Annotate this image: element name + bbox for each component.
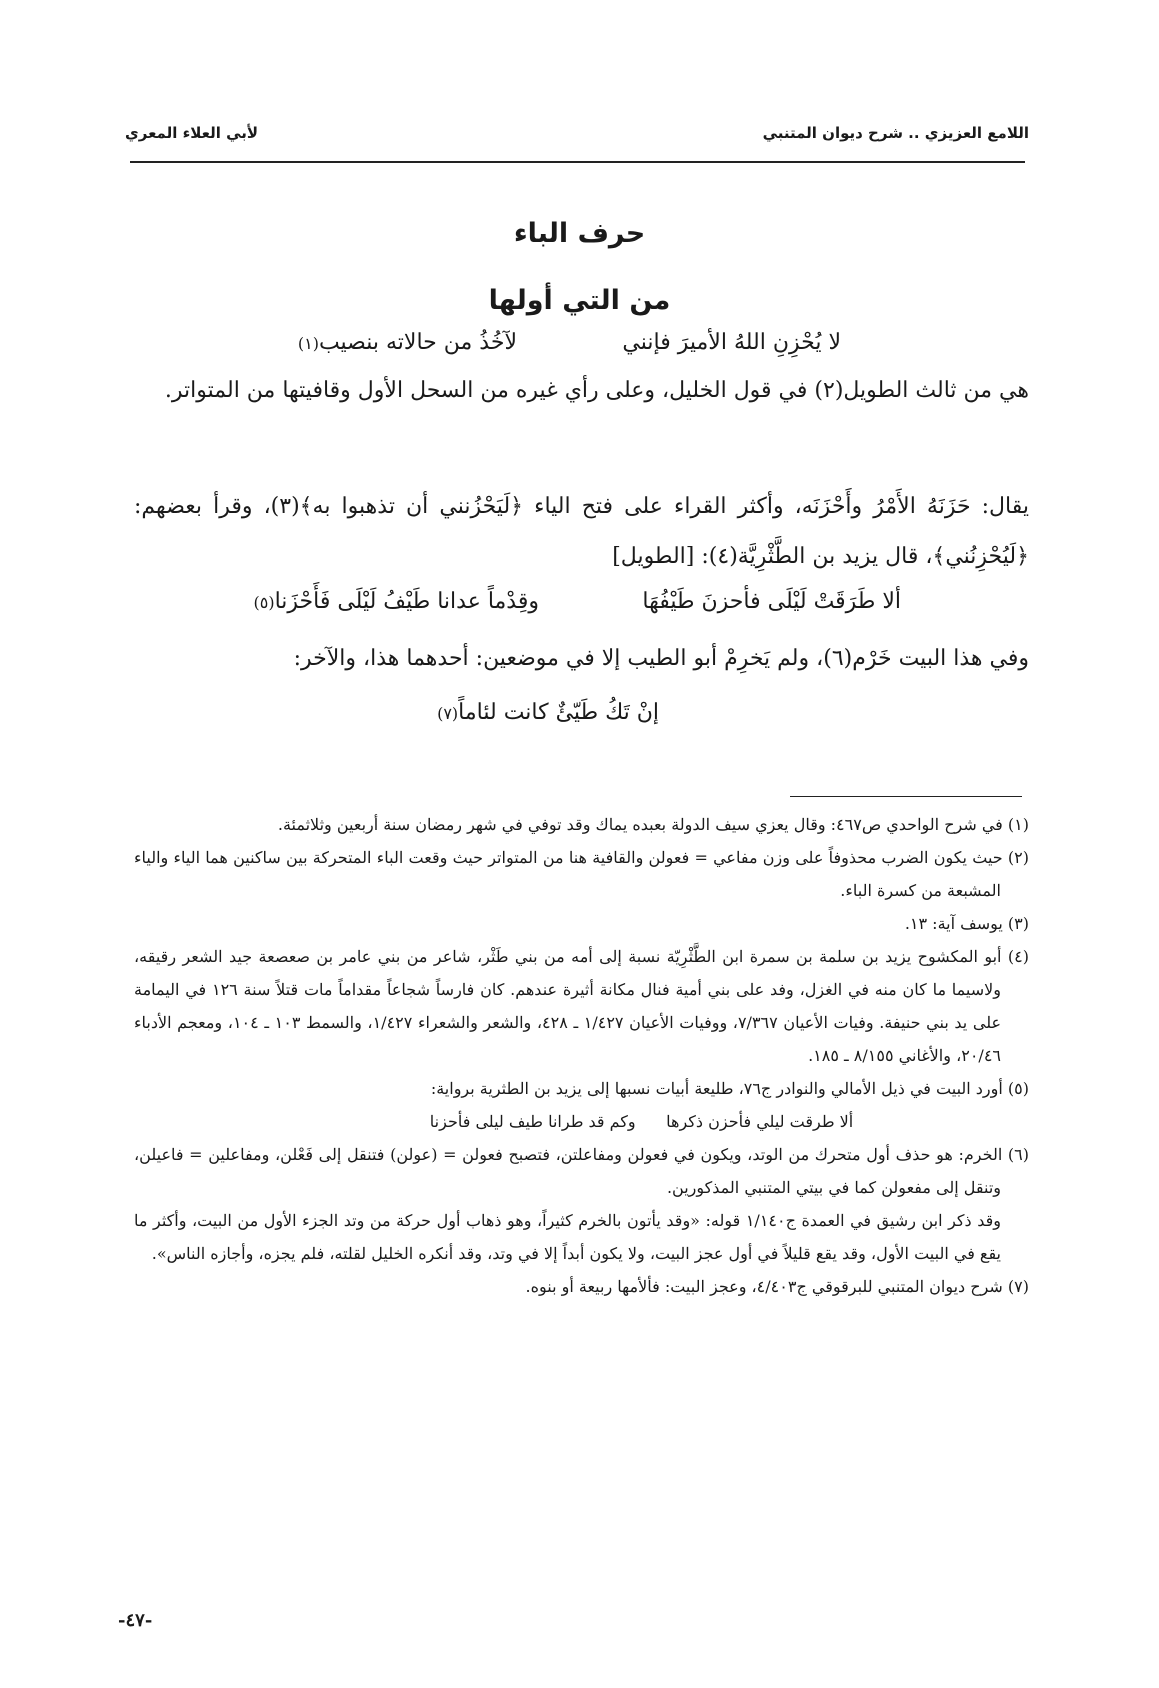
verse-first-hemistich: ألا طَرَقَتْ لَيْلَى فأحزنَ طَيْفُهَا [642, 589, 901, 614]
chapter-title: حرف الباء [513, 218, 646, 249]
footnote-6-continuation: وقد ذكر ابن رشيق في العمدة ج١/١٤٠ قوله: «وقد يأتون بالخرم كثيراً، وهو ذهاب أول حركة من وتد الجزء الأول من البيت، وأكثر ما يقع في البيت الأول، وقد يقع قليلاً في أول عجز البيت، ولا يكون أبداً إلا في وتد، وقد أنكره الخليل لقلته، فلم يجزه، وأجازه الناس». [134, 1211, 1002, 1263]
footnote-6: (٦) الخرم: هو حذف أول متحرك من الوتد، ويكون في فعولن ومفاعلتن، فتصبح فعولن = (عولن) فتنقل إلى فَعْلن، ومفاعلين = فاعيلن، وتنقل إلى مفعولن كما في بيتي المتنبي المذكورين. [134, 1145, 1029, 1197]
verse-quote [437, 700, 659, 725]
opening-verse-first-hemistich: لا يُحْزِنِ اللهُ الأميرَ فإنني [622, 330, 841, 355]
footnote-4: (٤) أبو المكشوح يزيد بن سلمة بن سمرة ابن الطَّثْرِيّة نسبة إلى أمه من بني طَثْر، شاعر من بني عامر بن صعصعة جيد الشعر رقيقه، ولاسيما ما كان منه في الغزل، وفد على بني أمية فنال مكانة أثيرة عندهم. كان فارساً شجاعاً مقداماً مات قتلاً سنة ١٢٦ في اليمامة على يد بني حنيفة. وفيات الأعيان ٧/٣٦٧، ووفيات الأعيان ١/٤٢٧ ـ ٤٢٨، والشعر والشعراء ١/٤٢٧، والسمط ١٠٣ ـ ١٠٤، ومعجم الأدباء ٢٠/٤٦، والأغاني ٨/١٥٥ ـ ١٨٥. [134, 947, 1029, 1065]
page-number: -٤٧- [118, 1610, 153, 1631]
running-header-author: لأبي العلاء المعري [125, 124, 259, 142]
footnote-3: (٣) يوسف آية: ١٣. [904, 914, 1029, 933]
running-header-title: اللامع العزيزي .. شرح ديوان المتنبي [762, 124, 1029, 142]
footnote-5-verse-first: ألا طرقت ليلي فأحزن ذكرها [666, 1112, 854, 1131]
footnote-marker: (١) [297, 334, 319, 353]
footnote-2: (٢) حيث يكون الضرب محذوفاً على وزن مفاعي = فعولن والقافية هنا من المتواتر حيث وقعت الباء المتحركة بين ساكنين هما الياء والياء المشبعة من كسرة الباء. [134, 848, 1029, 900]
footnote-7: (٧) شرح ديوان المتنبي للبرقوقي ج٤/٤٠٣، وعجز البيت: فألأمها ربيعة أو بنوه. [525, 1277, 1029, 1296]
header-divider [130, 161, 1025, 163]
paragraph-meter: هي من ثالث الطويل(٢) في قول الخليل، وعلى رأي غيره من السحل الأول وقافيتها من المتواتر. [164, 378, 1029, 403]
opening-verse-second-text: لآخُذُ من حالاته بنصيب [318, 330, 517, 355]
footnote-5: (٥) أورد البيت في ذيل الأمالي والنوادر ج٧٦، طليعة أبيات نسبها إلى يزيد بن الطثرية برواية: [430, 1079, 1029, 1098]
paragraph-lexical: يقال: حَزَنَهُ الأَمْرُ وأَحْزَنَه، وأكثر القراء على فتح الياء ﴿لَيَحْزُنني أن تذهبوا به﴾(٣)، وقرأ بعضهم: ﴿لَيُحْزِنُني﴾، قال يزيد بن الطَّثْرِيَّة(٤): [الطويل] [134, 494, 1029, 569]
paragraph-kharm: وفي هذا البيت خَرْم(٦)، ولم يَخرِمْ أبو الطيب إلا في موضعين: أحدهما هذا، والآخر: [293, 646, 1029, 671]
footnote-5-verse [134, 1105, 1029, 1138]
footnote-1: (١) في شرح الواحدي ص٤٦٧: وقال يعزي سيف الدولة بعبده يماك وقد توفي في شهر رمضان سنة أربعين وثلاثمئة. [277, 815, 1029, 834]
footnote-5-verse-second: وكم قد طرانا طيف ليلى فأحزنا [429, 1112, 636, 1131]
verse-second-text: وقِدْماً عدانا طَيْفُ لَيْلَى فَأَحْزَنا [274, 589, 539, 614]
footnote-divider [790, 796, 1022, 797]
footnotes [134, 808, 1029, 1303]
verse-second-hemistich [253, 589, 539, 614]
verse-quote-text: إنْ تَكُ طَيّئٌ كانت لئاماً [458, 700, 659, 725]
opening-verse-second-hemistich [298, 330, 517, 355]
footnote-marker: (٥) [253, 593, 275, 612]
section-title: من التي أولها [488, 285, 671, 316]
footnote-marker: (٧) [437, 704, 459, 723]
